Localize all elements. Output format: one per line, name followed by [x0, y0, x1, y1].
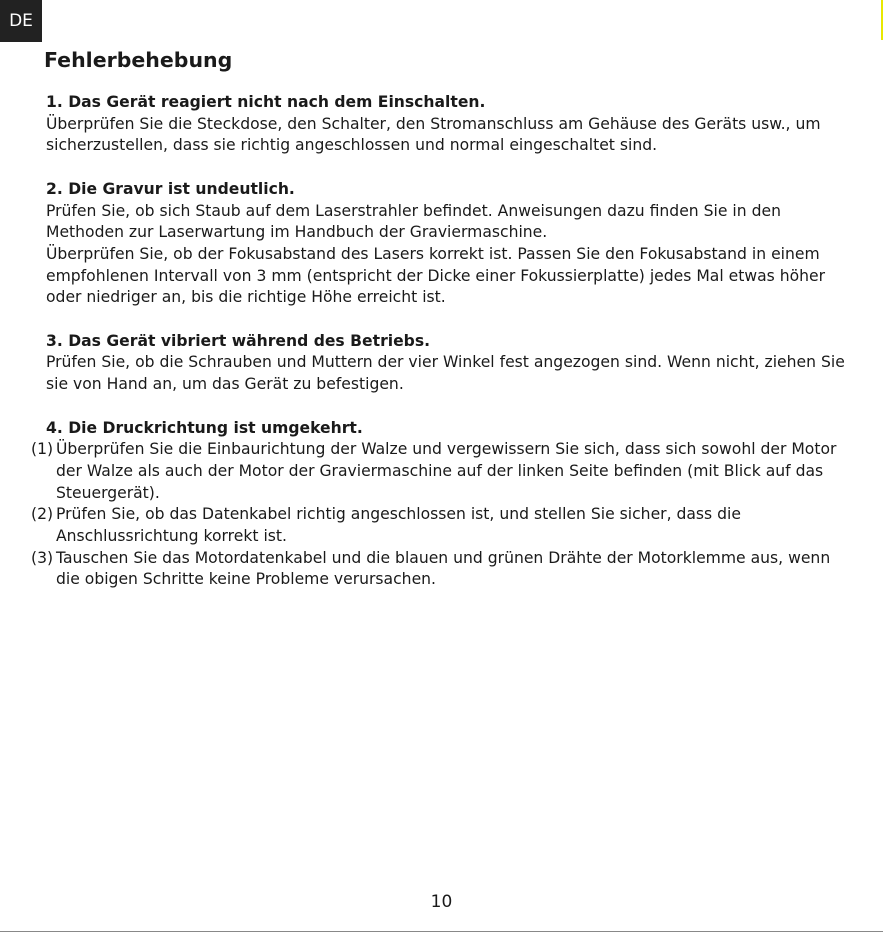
step-item: [31, 504, 846, 547]
page-number: 10: [430, 892, 453, 912]
step-text: Tauschen Sie das Motordatenkabel und die blauen und grünen Drähte der Motorklemme aus, wenn die obigen Schritte keine Probleme verursachen.: [56, 548, 831, 589]
step-number: (2): [31, 505, 54, 524]
bottom-divider: [0, 931, 883, 932]
page-title: Fehlerbehebung: [44, 48, 233, 72]
section-heading: 1. Das Gerät reagiert nicht nach dem Einschalten.: [46, 93, 486, 111]
section-heading: 4. Die Druckrichtung ist umgekehrt.: [46, 418, 363, 437]
section-1: [46, 92, 846, 157]
step-item: [31, 439, 846, 504]
document-body: [31, 92, 846, 613]
step-text: Prüfen Sie, ob das Datenkabel richtig angeschlossen ist, und stellen Sie sicher, dass die Anschlussrichtung korrekt ist.: [56, 505, 741, 546]
step-item: [31, 548, 846, 591]
section-paragraph: Prüfen Sie, ob die Schrauben und Muttern der vier Winkel fest angezogen sind. Wenn nicht, ziehen Sie sie von Hand an, um das Gerät zu befestigen.: [46, 353, 845, 394]
section-paragraph: Prüfen Sie, ob sich Staub auf dem Laserstrahler befindet. Anweisungen dazu finden Sie in den Methoden zur Laserwartung im Handbuch der Graviermaschine.: [46, 201, 781, 242]
section-3: [46, 331, 846, 396]
section-paragraph: Überprüfen Sie die Steckdose, den Schalter, den Stromanschluss am Gehäuse des Geräts usw., um sicherzustellen, dass sie richtig angeschlossen und normal eingeschaltet sind.: [46, 114, 821, 155]
section-heading: 2. Die Gravur ist undeutlich.: [46, 179, 295, 198]
step-number: (1): [31, 440, 54, 459]
section-heading: 3. Das Gerät vibriert während des Betriebs.: [46, 331, 431, 350]
language-tag: DE: [0, 0, 42, 42]
section-2: [46, 179, 846, 309]
step-number: (3): [31, 548, 54, 567]
section-paragraph: Überprüfen Sie, ob der Fokusabstand des Lasers korrekt ist. Passen Sie den Fokusabstand in einem empfohlenen Intervall von 3 mm (entspricht der Dicke einer Fokussierplatte) jedes Mal etwas höher oder niedriger an, bis die richtige Höhe erreicht ist.: [46, 244, 826, 307]
step-text: Überprüfen Sie die Einbaurichtung der Walze und vergewissern Sie sich, dass sich sowohl der Motor der Walze als auch der Motor der Graviermaschine auf der linken Seite befinden (mit Blick auf das Steuergerät).: [56, 440, 837, 502]
section-4: [31, 418, 846, 592]
